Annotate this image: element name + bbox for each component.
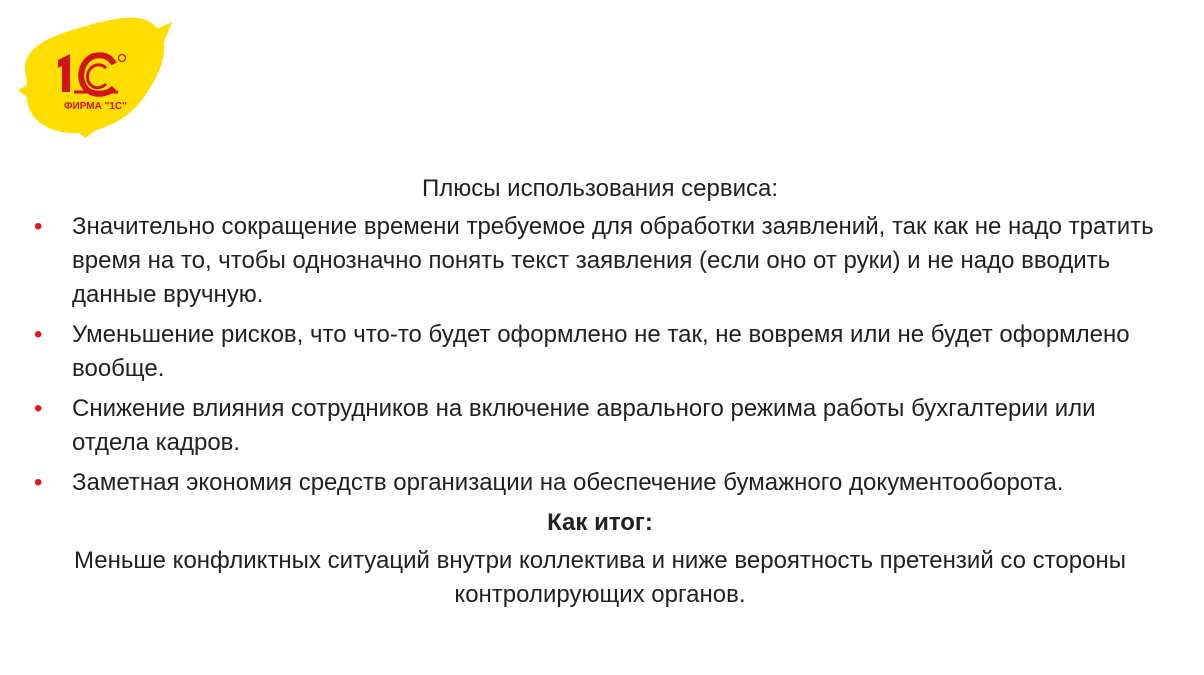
list-item: [30, 318, 1170, 386]
company-logo: [14, 12, 174, 138]
list-item: [30, 466, 1170, 500]
bullet-icon: •: [34, 213, 43, 240]
summary-text: Меньше конфликтных ситуаций внутри коллектива и ниже вероятность претензий со стороны контролирующих органов.: [74, 547, 1126, 608]
logo-graphic: [14, 12, 174, 138]
bullet-icon: •: [34, 321, 43, 348]
list-item-text: Заметная экономия средств организации на обеспечение бумажного документооборота.: [72, 469, 1064, 496]
slide-content: [30, 172, 1170, 612]
bullet-icon: •: [34, 469, 43, 496]
list-item-text: Снижение влияния сотрудников на включение аврального режима работы бухгалтерии или отдела кадров.: [72, 395, 1096, 456]
benefits-list: [30, 210, 1170, 500]
list-item: [30, 392, 1170, 460]
list-item-text: Уменьшение рисков, что что-то будет оформлено не так, не вовремя или не будет оформлено вообще.: [72, 321, 1130, 382]
bullet-icon: •: [34, 395, 43, 422]
summary-title: Как итог:: [547, 509, 653, 536]
logo-tagline: ФИРМА "1С": [64, 101, 127, 112]
list-item: [30, 210, 1170, 312]
section-heading: Плюсы использования сервиса:: [421, 175, 778, 202]
list-item-text: Значительно сокращение времени требуемое для обработки заявлений, так как не надо тратить время на то, чтобы однозначно понять текст заявления (если оно от руки) и не надо вводить данные вручную.: [72, 213, 1154, 308]
